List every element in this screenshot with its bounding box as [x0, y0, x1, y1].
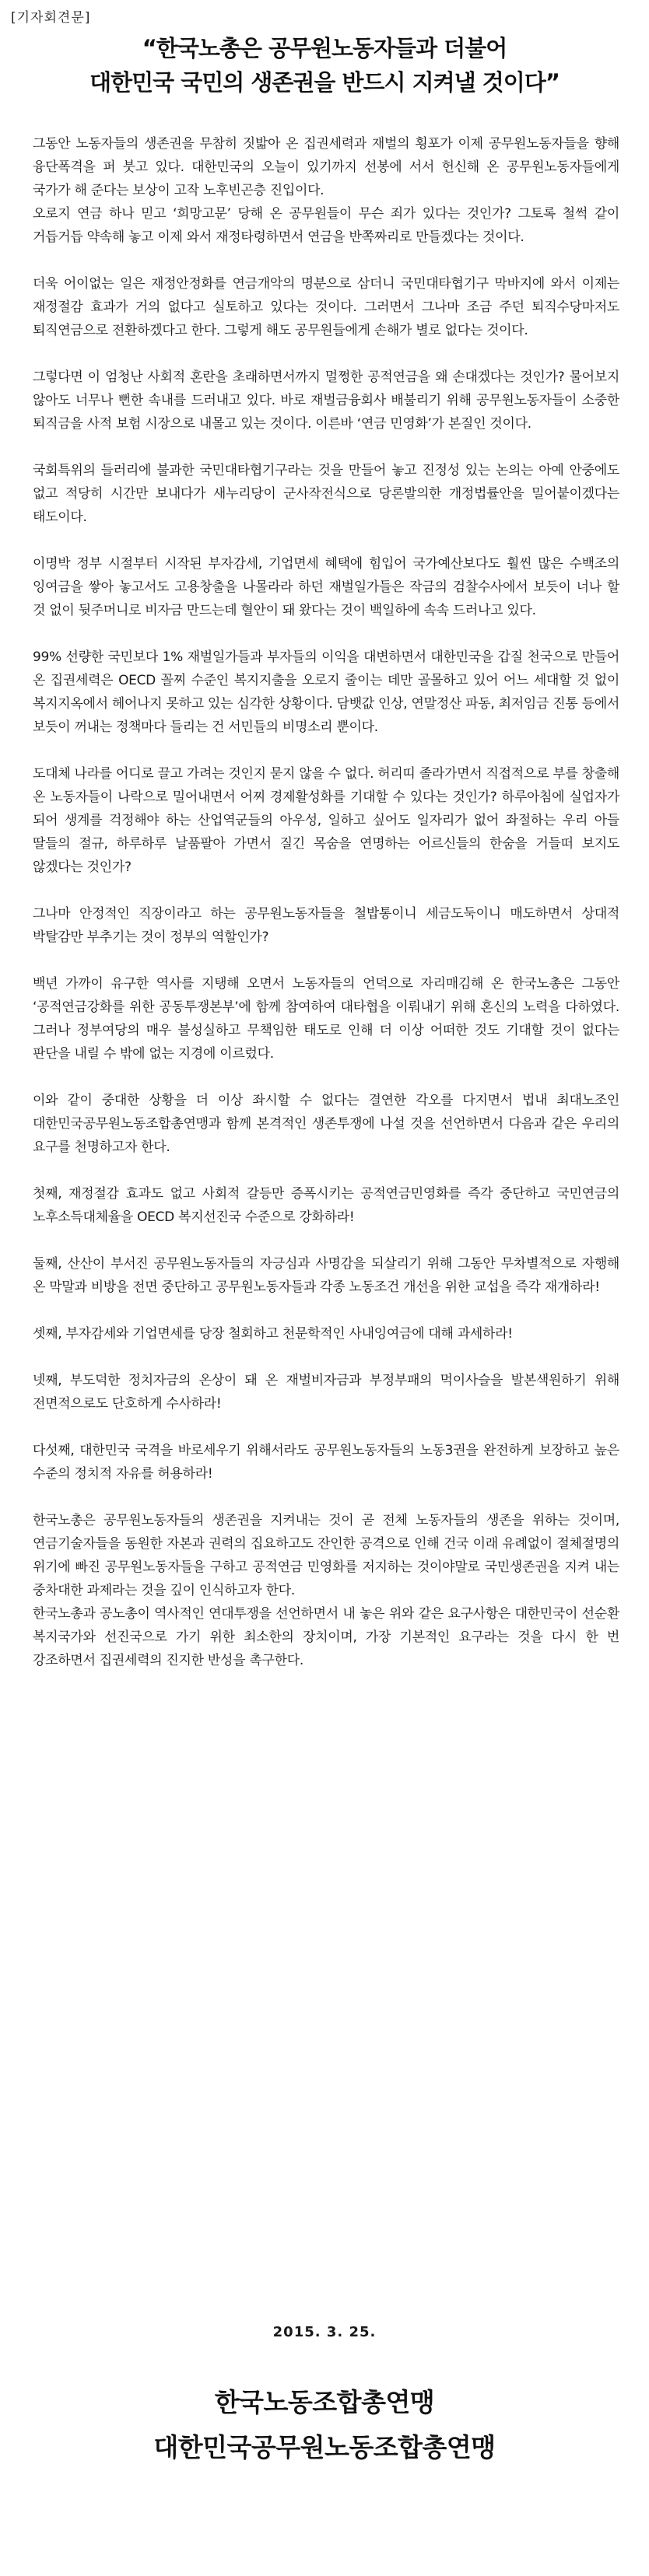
demand-1: 첫째, 재정절감 효과도 없고 사회적 갈등만 증폭시키는 공적연금민영화를 즉각 중단하고 국민연금의 노후소득대체율을 OECD 복지선진국 수준으로 강화하라!	[33, 1186, 619, 1225]
signatories	[0, 2380, 649, 2470]
paragraph: 그렇다면 이 엄청난 사회적 혼란을 초래하면서까지 멀쩡한 공적연금을 왜 손대겠다는 것인가? 물어보지 않아도 너무나 뻔한 속내를 드러내고 있다. 바로 재벌금융회사 배불리기 위해 공무원노동자들이 소중한 퇴직금을 사적 보험 시장으로 내몰고 있는 것이다. 이른바 ‘연금 민영화’가 본질인 것이다.	[33, 369, 619, 432]
paragraph: 그나마 안정적인 직장이라고 하는 공무원노동자들을 철밥통이니 세금도둑이니 매도하면서 상대적 박탈감만 부추기는 것이 정부의 역할인가?	[33, 906, 619, 945]
paragraph: 오로지 연금 하나 믿고 ‘희망고문’ 당해 온 공무원들이 무슨 죄가 있다는 것인가? 그토록 철썩 같이 거듭거듭 약속해 놓고 이제 와서 재정타령하면서 연금을 반쪽짜리로 만들겠다는 것이다.	[33, 206, 619, 245]
paragraph: 한국노총은 공무원노동자들의 생존권을 지켜내는 것이 곧 전체 노동자들의 생존을 위하는 것이며, 연금기술자들을 동원한 자본과 권력의 집요하고도 잔인한 공격으로 인해 건국 이래 유례없이 절체절명의 위기에 빠진 공무원노동자들을 구하고 공적연금 민영화를 저지하는 것이야말로 국민생존권을 지켜 내는 중차대한 과제라는 것을 깊이 인식하고자 한다.	[33, 1513, 619, 1598]
statement-body	[33, 132, 619, 1672]
paragraph: 국회특위의 들러리에 불과한 국민대타협기구라는 것을 만들어 놓고 진정성 있는 논의는 아예 안중에도 없고 적당히 시간만 보내다가 새누리당이 군사작전식으로 당론발의한 개정법률안을 밀어붙이겠다는 태도이다.	[33, 463, 619, 525]
demand-2: 둘째, 산산이 부서진 공무원노동자들의 자긍심과 사명감을 되살리기 위해 그동안 무차별적으로 자행해 온 막말과 비방을 전면 중단하고 공무원노동자들과 각종 노동조건 개선을 위한 교섭을 즉각 재개하라!	[33, 1256, 619, 1295]
demand-4: 넷째, 부도덕한 정치자금의 온상이 돼 온 재벌비자금과 부정부패의 먹이사슬을 발본색원하기 위해 전면적으로도 단호하게 수사하라!	[33, 1373, 619, 1412]
document-tag: [기자회견문]	[11, 10, 91, 26]
demand-3: 셋째, 부자감세와 기업면세를 당장 철회하고 천문학적인 사내잉여금에 대해 과세하라!	[33, 1326, 513, 1342]
paragraph: 99% 선량한 국민보다 1% 재벌일가들과 부자들의 이익을 대변하면서 대한민국을 갑질 천국으로 만들어 온 집권세력은 OECD 꼴찌 수준인 복지지출을 오로지 줄이는 데만 골몰하고 있어 어느 세대할 것 없이 복지지옥에서 헤어나지 못하고 있는 심각한 상황이다. 담뱃값 인상, 연말정산 파동, 최저임금 진통 등에서 보듯이 꺼내는 정책마다 들리는 건 서민들의 비명소리 뿐이다.	[33, 649, 619, 735]
paragraph: 한국노총과 공노총이 역사적인 연대투쟁을 선언하면서 내 놓은 위와 같은 요구사항은 대한민국이 선순환 복지국가와 선진국으로 가기 위한 최소한의 장치이며, 가장 기본적인 요구라는 것을 다시 한 번 강조하면서 집권세력의 진지한 반성을 촉구한다.	[33, 1606, 619, 1668]
paragraph: 이와 같이 중대한 상황을 더 이상 좌시할 수 없다는 결연한 각오를 다지면서 법내 최대노조인 대한민국공무원노동조합총연맹과 함께 본격적인 생존투쟁에 나설 것을 선언하면서 다음과 같은 우리의 요구를 천명하고자 한다.	[33, 1093, 619, 1155]
paragraph: 백년 가까이 유구한 역사를 지탱해 오면서 노동자들의 언덕으로 자리매김해 온 한국노총은 그동안 ‘공적연금강화를 위한 공동투쟁본부’에 함께 참여하여 대타협을 이뤄내기 위해 혼신의 노력을 다하였다. 그러나 정부여당의 매우 불성실하고 무책임한 태도로 인해 더 이상 어떠한 것도 기대할 것이 없다는 판단을 내릴 수 밖에 없는 지경에 이르렀다.	[33, 976, 619, 1062]
statement-date: 2015. 3. 25.	[272, 2324, 377, 2340]
paragraph: 그동안 노동자들의 생존권을 무참히 짓밟아 온 집권세력과 재벌의 횡포가 이제 공무원노동자들을 향해 융단폭격을 퍼 붓고 있다. 대한민국의 오늘이 있기까지 선봉에 서서 헌신해 온 공무원노동자들에게 국가가 해 준다는 보상이 고작 노후빈곤층 진입이다.	[33, 136, 619, 198]
title-line-1: “한국노총은 공무원노동자들과 더불어	[142, 35, 507, 61]
signatory-public-officials-union: 대한민국공무원노동조합총연맹	[153, 2432, 496, 2462]
paragraph: 더욱 어이없는 일은 재정안정화를 연금개악의 명분으로 삼더니 국민대타협기구 막바지에 와서 이제는 재정절감 효과가 거의 없다고 실토하고 있다는 것이다. 그러면서 그나마 조금 주던 퇴직수당마저도 퇴직연금으로 전환하겠다고 한다. 그렇게 해도 공무원들에게 손해가 별로 없다는 것이다.	[33, 276, 619, 338]
paragraph: 도대체 나라를 어디로 끌고 가려는 것인지 묻지 않을 수 없다. 허리띠 졸라가면서 직접적으로 부를 창출해 온 노동자들이 나락으로 밀어내면서 어찌 경제활성화를 기대할 수 있다는 것인가? 하루아침에 실업자가 되어 생계를 걱정해야 하는 산업역군들의 아우성, 일하고 싶어도 일자리가 없어 좌절하는 우리 아들 딸들의 절규, 하루하루 날품팔아 가면서 질긴 목숨을 연명하는 어르신들의 한숨을 거들떠 보지도 않겠다는 것인가?	[33, 766, 619, 875]
statement-title	[0, 31, 649, 100]
signatory-fktu: 한국노동조합총연맹	[214, 2387, 435, 2417]
title-line-2: 대한민국 국민의 생존권을 반드시 지켜낼 것이다”	[89, 69, 560, 96]
demand-5: 다섯째, 대한민국 국격을 바로세우기 위해서라도 공무원노동자들의 노동3권을 완전하게 보장하고 높은 수준의 정치적 자유를 허용하라!	[33, 1443, 619, 1482]
paragraph: 이명박 정부 시절부터 시작된 부자감세, 기업면세 혜택에 힘입어 국가예산보다도 훨씬 많은 수백조의 잉여금을 쌓아 놓고서도 고용창출을 나몰라라 하던 재벌일가들은 작금의 검찰수사에서 보듯이 너나 할 것 없이 뒷주머니로 비자금 만드는데 혈안이 돼 왔다는 것이 백일하에 속속 드러나고 있다.	[33, 556, 619, 618]
